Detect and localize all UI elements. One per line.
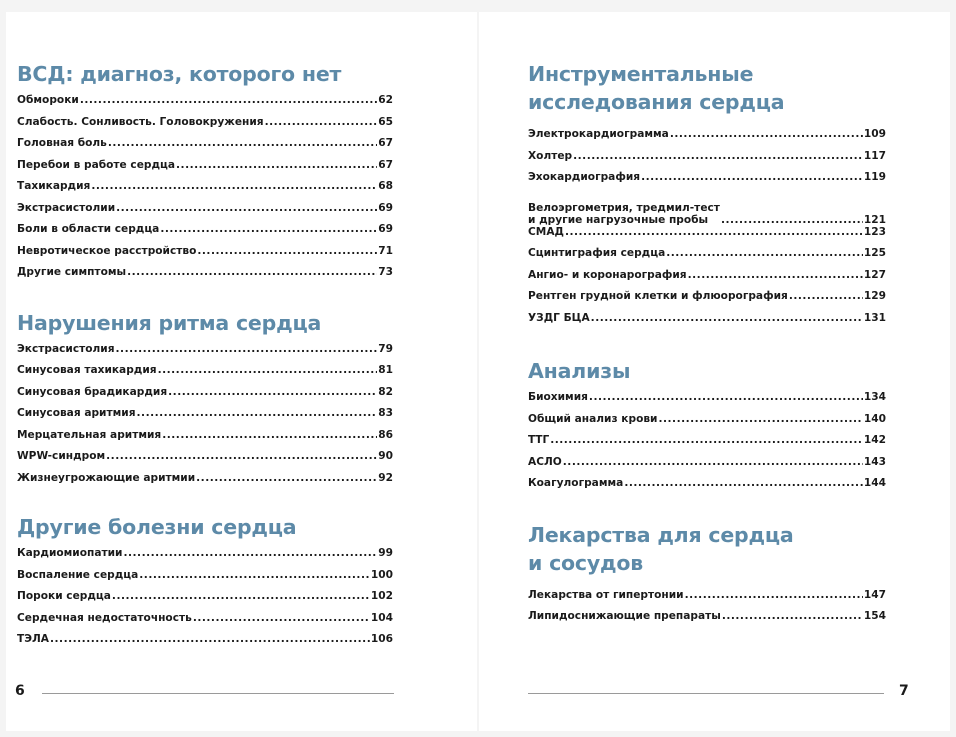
toc-entry[interactable] xyxy=(17,364,393,386)
dot-leader xyxy=(108,137,377,149)
toc-entry-label: Ангио- и коронарография xyxy=(528,268,687,281)
dot-leader xyxy=(176,159,377,171)
toc-entry-page: 140 xyxy=(863,412,886,425)
toc-entry-page: 143 xyxy=(863,455,886,468)
toc-entry[interactable] xyxy=(17,202,393,224)
toc-entry-page: 129 xyxy=(863,290,886,302)
dot-leader xyxy=(123,547,377,559)
toc-entry-label: Пороки сердца xyxy=(17,590,111,602)
toc-entry-label: Перебои в работе сердца xyxy=(17,158,176,171)
toc-entry-label-line: Велоэргометрия, тредмил-тест xyxy=(528,201,720,214)
toc-entry-label: Обмороки xyxy=(17,94,79,106)
dot-leader xyxy=(658,413,862,425)
section-title-other-diseases: Другие болезни сердца xyxy=(17,515,297,539)
toc-entry-page: 131 xyxy=(863,311,886,324)
toc-entry[interactable] xyxy=(528,150,886,172)
toc-entry-label: Невротическое расстройство xyxy=(17,244,197,257)
toc-list-other-diseases xyxy=(17,547,393,655)
toc-entry[interactable] xyxy=(17,612,393,634)
toc-entry-label: Тахикардия xyxy=(17,180,91,192)
toc-entry-label: Электрокардиограмма xyxy=(528,128,669,140)
toc-entry[interactable] xyxy=(528,247,886,269)
toc-entry[interactable] xyxy=(528,589,886,611)
dot-leader xyxy=(563,456,863,468)
toc-entry-label: Синусовая аритмия xyxy=(17,407,136,419)
toc-entry[interactable] xyxy=(17,633,393,655)
toc-entry-page: 82 xyxy=(378,385,393,398)
toc-entry-page: 92 xyxy=(378,471,393,484)
dot-leader xyxy=(50,633,370,645)
toc-entry-page: 123 xyxy=(863,225,886,238)
toc-entry-label: Сердечная недостаточность xyxy=(17,611,192,624)
toc-entry-label: СМАД xyxy=(528,225,564,238)
toc-entry-label: Экстрасистолии xyxy=(17,201,116,214)
toc-entry-label: Рентген грудной клетки и флюорография xyxy=(528,290,788,302)
toc-entry[interactable] xyxy=(17,547,393,569)
dot-leader xyxy=(162,429,377,441)
dot-leader xyxy=(116,343,378,355)
toc-entry-label: Мерцательная аритмия xyxy=(17,428,162,441)
dot-leader xyxy=(160,223,377,235)
toc-entry-label: ТЭЛА xyxy=(17,633,49,645)
toc-entry-label: Воспаление сердца xyxy=(17,568,139,581)
toc-entry-page: 81 xyxy=(378,364,393,376)
footer-rule xyxy=(42,693,394,694)
toc-entry-page: 117 xyxy=(863,149,886,162)
page-number: 6 xyxy=(15,683,25,699)
toc-entry-page: 147 xyxy=(863,588,886,601)
dot-leader xyxy=(265,116,378,128)
dot-leader xyxy=(139,569,370,581)
toc-entry-page: 69 xyxy=(378,223,393,235)
toc-entry-label: Синусовая тахикардия xyxy=(17,364,157,376)
toc-entry[interactable] xyxy=(528,269,886,291)
dot-leader xyxy=(721,214,863,226)
dot-leader xyxy=(589,391,863,403)
toc-entry-page: 67 xyxy=(378,158,393,171)
section-title-line: Инструментальные xyxy=(528,62,754,86)
right-page xyxy=(479,12,950,731)
toc-entry-page: 134 xyxy=(863,391,886,403)
dot-leader xyxy=(127,266,377,278)
toc-entry-page: 62 xyxy=(378,94,393,106)
toc-list-drugs xyxy=(528,589,886,632)
toc-list-instrumental xyxy=(528,128,886,333)
toc-entry-page: 119 xyxy=(863,171,886,183)
toc-entry[interactable] xyxy=(528,290,886,312)
dot-leader xyxy=(106,450,377,462)
toc-entry-label: Коагулограмма xyxy=(528,477,624,489)
toc-entry-page: 71 xyxy=(378,244,393,257)
toc-entry[interactable] xyxy=(17,137,393,159)
toc-entry-page: 121 xyxy=(863,213,886,226)
section-title-line: и сосудов xyxy=(528,550,644,575)
toc-entry[interactable] xyxy=(528,434,886,456)
toc-entry-label: Сцинтиграфия сердца xyxy=(528,247,666,259)
toc-entry-page: 90 xyxy=(378,450,393,462)
dot-leader xyxy=(112,590,370,602)
toc-entry-label: АСЛО xyxy=(528,455,562,468)
toc-entry[interactable] xyxy=(528,391,886,413)
toc-entry-label: УЗДГ БЦА xyxy=(528,311,590,324)
toc-entry-page: 99 xyxy=(378,547,393,559)
toc-list-analyses xyxy=(528,391,886,499)
left-toc-column xyxy=(17,60,393,655)
toc-entry-label: Слабость. Сонливость. Головокружения xyxy=(17,115,264,128)
toc-entry[interactable] xyxy=(17,569,393,591)
toc-entry[interactable] xyxy=(17,472,393,494)
dot-leader xyxy=(565,226,863,238)
toc-entry-page: 104 xyxy=(370,611,393,624)
toc-entry-page: 83 xyxy=(378,407,393,419)
toc-entry-page: 100 xyxy=(370,568,393,581)
toc-entry[interactable] xyxy=(17,159,393,181)
toc-entry-label: Эхокардиография xyxy=(528,171,641,183)
dot-leader xyxy=(591,312,863,324)
dot-leader xyxy=(168,386,377,398)
toc-entry-label: Синусовая брадикардия xyxy=(17,385,168,398)
toc-list-vsd xyxy=(17,94,393,288)
section-title-drugs xyxy=(528,521,886,577)
toc-entry-label: Кардиомиопатии xyxy=(17,547,123,559)
dot-leader xyxy=(789,290,863,302)
toc-entry[interactable] xyxy=(528,193,886,226)
dot-leader xyxy=(193,612,370,624)
toc-entry[interactable] xyxy=(528,413,886,435)
dot-leader xyxy=(624,477,863,489)
toc-entry-page: 79 xyxy=(378,342,393,355)
toc-entry[interactable] xyxy=(528,610,886,632)
dot-leader xyxy=(116,202,377,214)
toc-entry-label: Другие симптомы xyxy=(17,266,127,278)
toc-entry[interactable] xyxy=(17,407,393,429)
toc-entry-page: 106 xyxy=(370,633,393,645)
dot-leader xyxy=(197,245,377,257)
toc-entry-page: 73 xyxy=(378,266,393,278)
toc-entry[interactable] xyxy=(528,456,886,478)
toc-entry-label: Боли в области сердца xyxy=(17,223,160,235)
toc-entry-label: Лекарства от гипертонии xyxy=(528,588,684,601)
dot-leader xyxy=(550,434,863,446)
dot-leader xyxy=(80,94,377,106)
toc-entry-page: 67 xyxy=(378,137,393,149)
toc-entry[interactable] xyxy=(528,128,886,150)
toc-entry-page: 154 xyxy=(863,610,886,622)
toc-entry[interactable] xyxy=(528,312,886,334)
dot-leader xyxy=(722,610,863,622)
right-toc-column xyxy=(528,60,886,632)
toc-entry-label: WPW-синдром xyxy=(17,450,106,462)
dot-leader xyxy=(666,247,863,259)
dot-leader xyxy=(688,269,863,281)
toc-entry-page: 109 xyxy=(863,128,886,140)
toc-entry-page: 65 xyxy=(378,115,393,128)
toc-entry-label: Жизнеугрожающие аритмии xyxy=(17,471,196,484)
toc-entry[interactable] xyxy=(17,245,393,267)
toc-entry-page: 142 xyxy=(863,434,886,446)
dot-leader xyxy=(158,364,378,376)
section-title-line: исследования сердца xyxy=(528,90,785,114)
toc-entry-label: Общий анализ крови xyxy=(528,412,658,425)
page-number: 7 xyxy=(899,683,909,699)
dot-leader xyxy=(670,128,863,140)
toc-entry-page: 144 xyxy=(863,477,886,489)
toc-entry[interactable] xyxy=(17,116,393,138)
toc-entry-page: 127 xyxy=(863,268,886,281)
dot-leader xyxy=(573,150,863,162)
footer-rule xyxy=(528,693,884,694)
toc-list-rhythm xyxy=(17,343,393,494)
section-title-rhythm: Нарушения ритма сердца xyxy=(17,310,322,335)
dot-leader xyxy=(91,180,377,192)
toc-entry[interactable] xyxy=(17,266,393,288)
toc-entry-label: Головная боль xyxy=(17,137,107,149)
toc-entry-page: 68 xyxy=(378,180,393,192)
toc-entry[interactable] xyxy=(17,386,393,408)
toc-entry-page: 86 xyxy=(378,428,393,441)
dot-leader xyxy=(641,171,863,183)
toc-entry[interactable] xyxy=(528,171,886,193)
toc-entry[interactable] xyxy=(17,343,393,365)
toc-entry[interactable] xyxy=(17,590,393,612)
section-title-vsd: ВСД: диагноз, которого нет xyxy=(17,62,342,86)
toc-entry[interactable] xyxy=(17,223,393,245)
toc-entry-label xyxy=(528,202,720,226)
toc-entry[interactable] xyxy=(17,429,393,451)
toc-entry-label: Холтер xyxy=(528,149,573,162)
toc-entry[interactable] xyxy=(17,180,393,202)
toc-entry-label: Липидоснижающие препараты xyxy=(528,610,721,622)
section-title-line: Лекарства для сердца xyxy=(528,522,794,547)
toc-entry[interactable] xyxy=(17,94,393,116)
dot-leader xyxy=(137,407,378,419)
section-title-instrumental xyxy=(528,60,886,116)
section-title-analyses: Анализы xyxy=(528,359,631,383)
toc-entry[interactable] xyxy=(528,226,886,248)
toc-entry-page: 102 xyxy=(370,590,393,602)
toc-entry-label-line: и другие нагрузочные пробы xyxy=(528,213,709,226)
toc-entry[interactable] xyxy=(17,450,393,472)
toc-entry[interactable] xyxy=(528,477,886,499)
left-page xyxy=(6,12,477,731)
toc-entry-label: Экстрасистолия xyxy=(17,342,115,355)
dot-leader xyxy=(196,472,377,484)
toc-entry-label: Биохимия xyxy=(528,391,588,403)
toc-entry-page: 125 xyxy=(863,247,886,259)
toc-entry-page: 69 xyxy=(378,201,393,214)
toc-entry-label: ТТГ xyxy=(528,434,550,446)
dot-leader xyxy=(685,589,863,601)
